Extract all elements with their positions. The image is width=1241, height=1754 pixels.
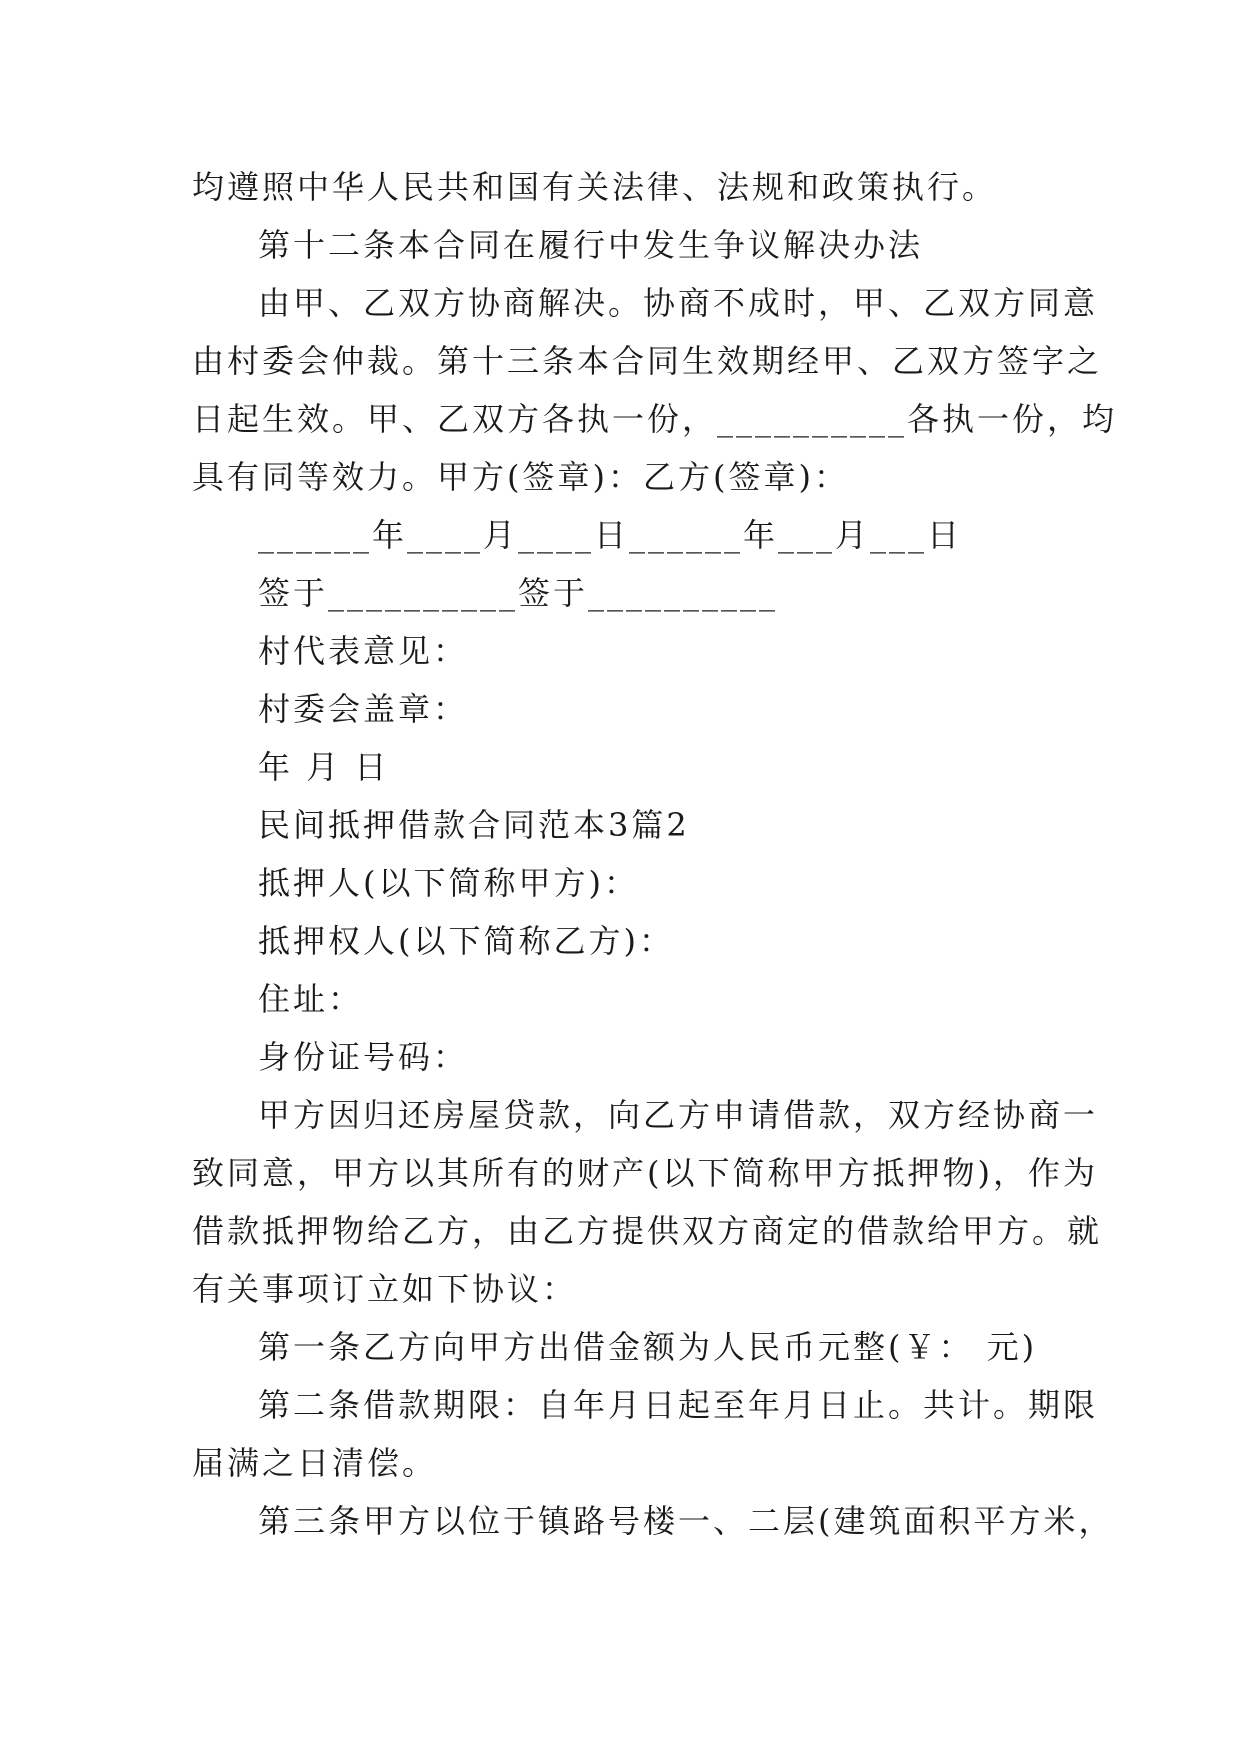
- text-line: 具有同等效力。甲方(签章)：乙方(签章)：: [192, 458, 849, 496]
- text-line: 甲方因归还房屋贷款，向乙方申请借款，双方经协商一: [258, 1096, 1099, 1134]
- text-line: 抵押权人(以下简称乙方)：: [258, 922, 674, 960]
- text-line: 第十二条本合同在履行中发生争议解决办法: [258, 226, 924, 264]
- text-line: 届满之日清偿。: [192, 1444, 438, 1482]
- text-line: 借款抵押物给乙方，由乙方提供双方商定的借款给甲方。就: [192, 1212, 1103, 1250]
- document-body: [192, 158, 1118, 1550]
- text-line: 由甲、乙双方协商解决。协商不成时，甲、乙双方同意: [258, 284, 1099, 322]
- text-line: 签于__________签于__________: [258, 574, 779, 612]
- text-line: 均遵照中华人民共和国有关法律、法规和政策执行。: [192, 168, 998, 206]
- text-line: 民间抵押借款合同范本3篇2: [258, 806, 690, 844]
- text-line: 第二条借款期限：自年月日起至年月日止。共计。期限: [258, 1386, 1099, 1424]
- text-line: 身份证号码：: [258, 1038, 469, 1076]
- text-line: 第三条甲方以位于镇路号楼一、二层(建筑面积平方米，: [258, 1502, 1114, 1540]
- text-line: 年 月 日: [258, 748, 390, 786]
- text-line: 日起生效。甲、乙双方各执一份，__________各执一份，均: [192, 400, 1118, 438]
- text-line: 致同意，甲方以其所有的财产(以下简称甲方抵押物)，作为: [192, 1154, 1098, 1192]
- text-line: 第一条乙方向甲方出借金额为人民币元整(￥： 元): [258, 1328, 1038, 1366]
- text-line: 有关事项订立如下协议：: [192, 1270, 578, 1308]
- text-line: 抵押人(以下简称甲方)：: [258, 864, 639, 902]
- text-line: 村代表意见：: [258, 632, 469, 670]
- text-line: 住址：: [258, 980, 364, 1018]
- text-line: 村委会盖章：: [258, 690, 469, 728]
- text-line: ______年____月____日______年___月___日: [258, 516, 963, 554]
- text-line: 由村委会仲裁。第十三条本合同生效期经甲、乙双方签字之: [192, 342, 1103, 380]
